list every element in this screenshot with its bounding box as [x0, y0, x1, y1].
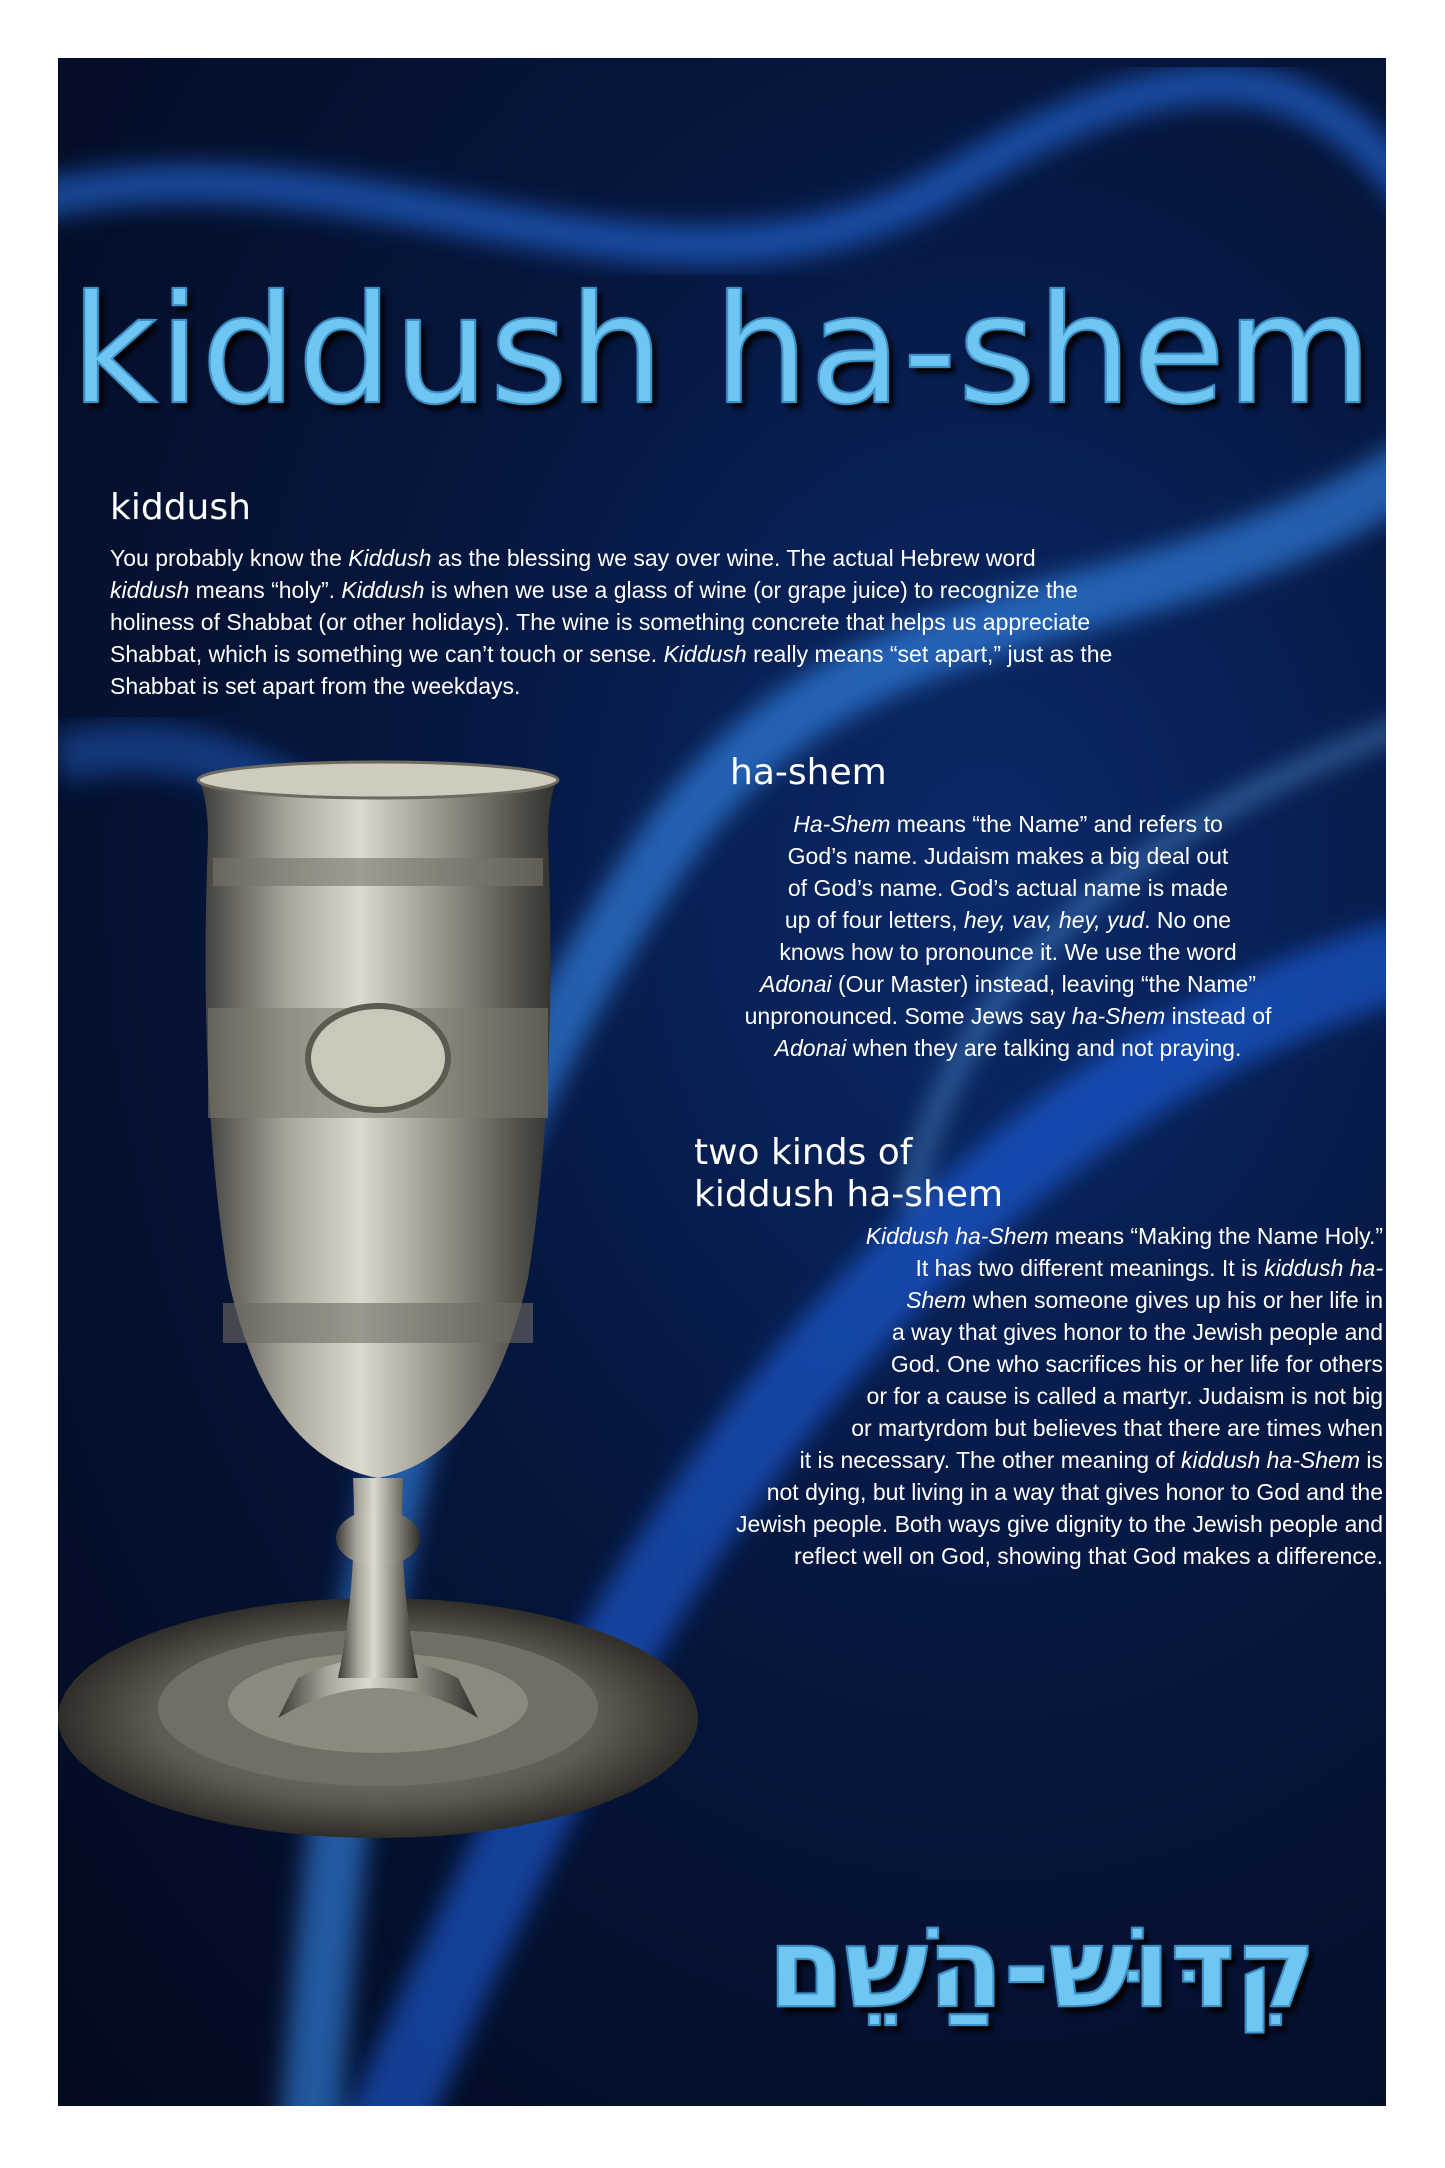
- text-line: knows how to pronounce it. We use the word: [779, 939, 1237, 965]
- text-line: not dying, but living in a way that gives honor to God and the: [766, 1479, 1383, 1505]
- page-title: kiddush ha-shem: [70, 264, 1374, 438]
- text-line: a way that gives honor to the Jewish people and: [892, 1319, 1383, 1345]
- text-line: Shabbat is set apart from the weekdays.: [110, 673, 521, 699]
- italic-term: Kiddush: [348, 545, 432, 571]
- section-heading-kiddush: kiddush: [110, 487, 251, 528]
- text-line: God. One who sacrifices his or her life for others: [890, 1351, 1383, 1377]
- italic-term: hey, vav, hey, yud: [963, 907, 1145, 933]
- section-heading-two-kinds-line2: kiddush ha-shem: [694, 1174, 1004, 1215]
- text-line: holiness of Shabbat (or other holidays). The wine is something concrete that helps us appreciate: [110, 609, 1091, 635]
- text-line: or for a cause is called a martyr. Judaism is not big: [866, 1383, 1383, 1409]
- text-line: Shem when someone gives up his or her life in: [906, 1287, 1383, 1313]
- hebrew-title: קִדּוּשׁ-הַשֵׁם: [767, 1904, 1316, 2032]
- text-line: unpronounced. Some Jews say ha-Shem instead of: [744, 1003, 1272, 1029]
- poster: [58, 58, 1386, 2106]
- paragraph-ha-shem: [688, 808, 1328, 1064]
- text-line: It has two different meanings. It is kiddush ha-: [915, 1255, 1383, 1281]
- text-line: up of four letters, hey, vav, hey, yud. No one: [784, 907, 1232, 933]
- kiddush-cup-icon: [58, 758, 698, 1878]
- italic-term: Shem: [906, 1287, 967, 1313]
- italic-term: ha-Shem: [1071, 1003, 1166, 1029]
- italic-term: Kiddush: [341, 577, 425, 603]
- text-line: reflect well on God, showing that God makes a difference.: [794, 1543, 1383, 1569]
- italic-term: Kiddush ha-Shem: [865, 1223, 1049, 1249]
- text-line: or martyrdom but believes that there are times when: [851, 1415, 1383, 1441]
- italic-term: Kiddush: [663, 641, 747, 667]
- text-line: kiddush means “holy”. Kiddush is when we use a glass of wine (or grape juice) to recognize the: [110, 577, 1078, 603]
- paragraph-kiddush: [110, 542, 1345, 702]
- text-line: Kiddush ha-Shem means “Making the Name Holy.”: [865, 1223, 1383, 1249]
- text-line: Adonai (Our Master) instead, leaving “the Name”: [759, 971, 1256, 997]
- text-line: God’s name. Judaism makes a big deal out: [787, 843, 1229, 869]
- text-line: Jewish people. Both ways give dignity to the Jewish people and: [736, 1511, 1383, 1537]
- italic-term: Adonai: [759, 971, 832, 997]
- text-line: Shabbat, which is something we can’t touch or sense. Kiddush really means “set apart,” just as the: [110, 641, 1113, 667]
- italic-term: kiddush: [110, 577, 190, 603]
- italic-term: kiddush ha-Shem: [1181, 1447, 1360, 1473]
- text-line: it is necessary. The other meaning of kiddush ha-Shem is: [799, 1447, 1383, 1473]
- italic-term: kiddush ha-: [1264, 1255, 1383, 1281]
- section-heading-ha-shem: ha-shem: [730, 752, 887, 793]
- italic-term: Adonai: [774, 1035, 847, 1061]
- italic-term: Ha-Shem: [793, 811, 891, 837]
- text-line: You probably know the Kiddush as the blessing we say over wine. The actual Hebrew word: [110, 545, 1036, 571]
- section-heading-two-kinds-line1: two kinds of: [694, 1132, 913, 1173]
- text-line: of God’s name. God’s actual name is made: [787, 875, 1229, 901]
- text-line: Adonai when they are talking and not praying.: [774, 1035, 1242, 1061]
- text-line: Ha-Shem means “the Name” and refers to: [793, 811, 1223, 837]
